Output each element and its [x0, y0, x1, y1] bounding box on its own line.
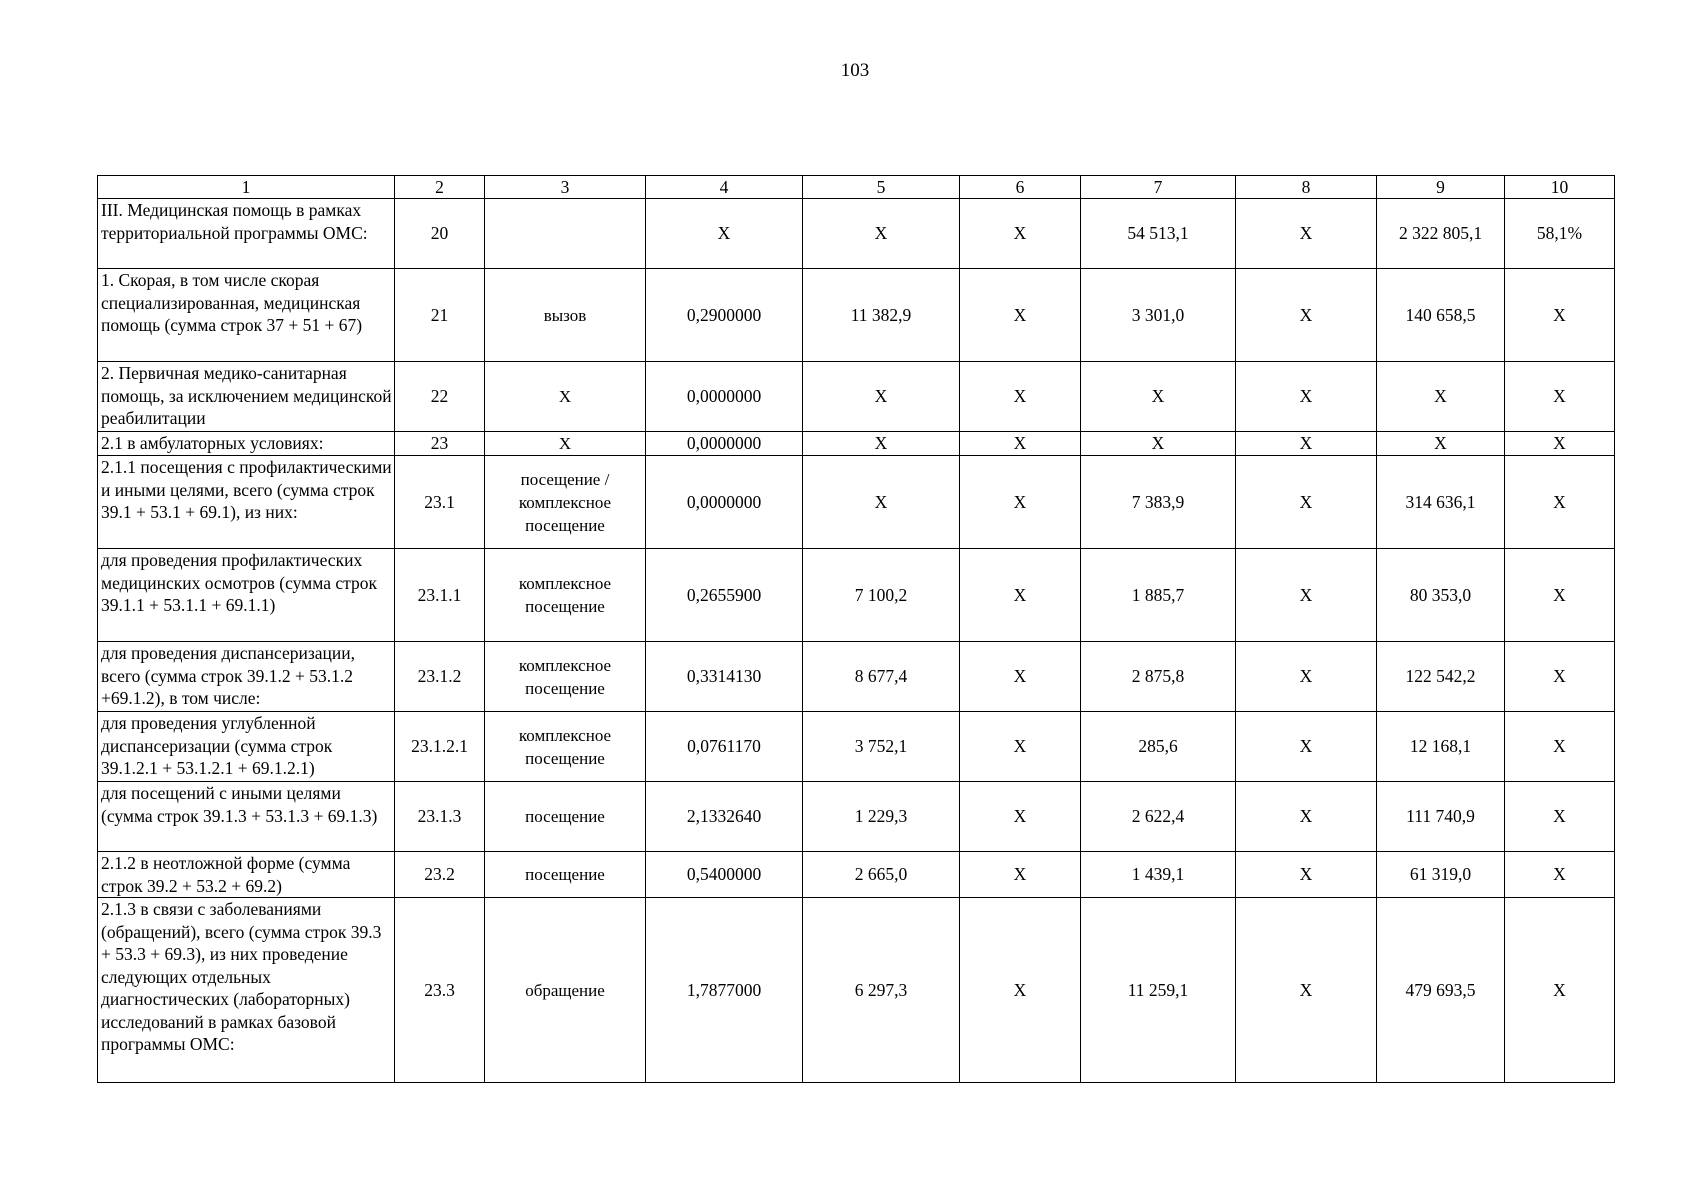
table-cell: 0,0000000 — [646, 362, 803, 432]
table-cell: 12 168,1 — [1377, 712, 1505, 782]
table-cell: обращение — [485, 898, 646, 1083]
table-cell: X — [1081, 432, 1236, 456]
table-cell: 2.1.2 в неотложной форме (сумма строк 39.2 + 53.2 + 69.2) — [98, 852, 395, 898]
table-cell: X — [960, 852, 1081, 898]
table-cell: X — [1505, 898, 1615, 1083]
header-cell: 5 — [803, 176, 960, 199]
table-cell: 0,2655900 — [646, 549, 803, 642]
table-cell: X — [960, 432, 1081, 456]
table-cell: X — [1505, 782, 1615, 852]
table-cell: 23 — [395, 432, 485, 456]
table-cell: X — [1236, 269, 1377, 362]
table-cell: X — [803, 362, 960, 432]
table-row — [98, 456, 1615, 549]
table-cell: 23.1.1 — [395, 549, 485, 642]
table-cell: 0,0761170 — [646, 712, 803, 782]
table-cell: 111 740,9 — [1377, 782, 1505, 852]
table-cell: 1. Скорая, в том числе скорая специализированная, медицинская помощь (сумма строк 37 + 51 + 67) — [98, 269, 395, 362]
table-cell: 23.1 — [395, 456, 485, 549]
table-cell: посещение — [485, 782, 646, 852]
header-row — [98, 176, 1615, 199]
table-cell: X — [1236, 852, 1377, 898]
header-cell: 7 — [1081, 176, 1236, 199]
table-cell: X — [646, 199, 803, 269]
table-cell: 8 677,4 — [803, 642, 960, 712]
table-cell: 7 383,9 — [1081, 456, 1236, 549]
table-cell: X — [1377, 362, 1505, 432]
table-cell: X — [960, 712, 1081, 782]
table-cell: 22 — [395, 362, 485, 432]
table-cell: 2. Первичная медико-санитарная помощь, за исключением медицинской реабилитации — [98, 362, 395, 432]
table-row — [98, 642, 1615, 712]
table-row — [98, 898, 1615, 1083]
table-cell: 61 319,0 — [1377, 852, 1505, 898]
table-cell: X — [485, 432, 646, 456]
table-row — [98, 269, 1615, 362]
table-cell: 20 — [395, 199, 485, 269]
table-cell — [485, 199, 646, 269]
table-cell: X — [960, 642, 1081, 712]
table-cell: X — [1236, 898, 1377, 1083]
header-cell: 8 — [1236, 176, 1377, 199]
data-table — [97, 175, 1615, 1083]
table-cell: 23.2 — [395, 852, 485, 898]
table-cell: X — [803, 456, 960, 549]
table-cell: X — [1505, 362, 1615, 432]
table-cell: X — [1236, 712, 1377, 782]
table-cell: 2 665,0 — [803, 852, 960, 898]
table-cell: X — [1236, 642, 1377, 712]
table-row — [98, 199, 1615, 269]
table-cell: комплексное посещение — [485, 549, 646, 642]
table-cell: 3 752,1 — [803, 712, 960, 782]
table-body — [98, 199, 1615, 1083]
table-cell: 2 622,4 — [1081, 782, 1236, 852]
table-cell: для посещений с иными целями (сумма строк 39.1.3 + 53.1.3 + 69.1.3) — [98, 782, 395, 852]
table-cell: 2.1.1 посещения с профилактическими и иными целями, всего (сумма строк 39.1 + 53.1 + 69.1), из них: — [98, 456, 395, 549]
table-cell: X — [1505, 456, 1615, 549]
table-cell: III. Медицинская помощь в рамках территориальной программы ОМС: — [98, 199, 395, 269]
table-cell: 21 — [395, 269, 485, 362]
table-cell: X — [1236, 199, 1377, 269]
table-cell: комплексное посещение — [485, 712, 646, 782]
table-cell: 1,7877000 — [646, 898, 803, 1083]
table-cell: X — [960, 269, 1081, 362]
header-cell: 10 — [1505, 176, 1615, 199]
table-cell: 0,0000000 — [646, 432, 803, 456]
table-cell: 80 353,0 — [1377, 549, 1505, 642]
table-cell: комплексное посещение — [485, 642, 646, 712]
table-cell: для проведения профилактических медицинских осмотров (сумма строк 39.1.1 + 53.1.1 + 69.1.1) — [98, 549, 395, 642]
table-cell: 23.1.3 — [395, 782, 485, 852]
table-cell: X — [1236, 549, 1377, 642]
table-cell: 11 382,9 — [803, 269, 960, 362]
table-cell: 285,6 — [1081, 712, 1236, 782]
table-cell: 7 100,2 — [803, 549, 960, 642]
table-cell: 314 636,1 — [1377, 456, 1505, 549]
table-cell: X — [1377, 432, 1505, 456]
header-cell: 4 — [646, 176, 803, 199]
table-cell: X — [960, 456, 1081, 549]
table-cell: X — [1505, 642, 1615, 712]
table-cell: 1 229,3 — [803, 782, 960, 852]
table-cell: X — [803, 199, 960, 269]
table-cell: посещение / комплексное посещение — [485, 456, 646, 549]
table-cell: 1 439,1 — [1081, 852, 1236, 898]
table-cell: X — [1505, 432, 1615, 456]
table-cell: X — [1236, 432, 1377, 456]
table-row — [98, 782, 1615, 852]
header-cell: 9 — [1377, 176, 1505, 199]
table-cell: для проведения диспансеризации, всего (сумма строк 39.1.2 + 53.1.2 +69.1.2), в том числе: — [98, 642, 395, 712]
table-row — [98, 549, 1615, 642]
header-cell: 3 — [485, 176, 646, 199]
table-row — [98, 852, 1615, 898]
table-cell: X — [960, 362, 1081, 432]
table-cell: 1 885,7 — [1081, 549, 1236, 642]
table-cell: 23.1.2 — [395, 642, 485, 712]
table-cell: X — [485, 362, 646, 432]
table-cell: X — [960, 549, 1081, 642]
table-cell: для проведения углубленной диспансеризации (сумма строк 39.1.2.1 + 53.1.2.1 + 69.1.2.1) — [98, 712, 395, 782]
table-cell: X — [803, 432, 960, 456]
table-cell: 54 513,1 — [1081, 199, 1236, 269]
table-cell: X — [1505, 269, 1615, 362]
table-cell: 122 542,2 — [1377, 642, 1505, 712]
table-cell: X — [1236, 456, 1377, 549]
table-cell: 2 875,8 — [1081, 642, 1236, 712]
table-cell: 58,1% — [1505, 199, 1615, 269]
table-cell: 3 301,0 — [1081, 269, 1236, 362]
table-row — [98, 712, 1615, 782]
page-number: 103 — [840, 60, 870, 81]
table-cell: 2 322 805,1 — [1377, 199, 1505, 269]
table-cell: 0,5400000 — [646, 852, 803, 898]
table-cell: 0,3314130 — [646, 642, 803, 712]
table-cell: вызов — [485, 269, 646, 362]
table-cell: X — [1505, 712, 1615, 782]
table-row — [98, 362, 1615, 432]
table-cell: 0,0000000 — [646, 456, 803, 549]
table-cell: 2.1 в амбулаторных условиях: — [98, 432, 395, 456]
table-cell: 23.1.2.1 — [395, 712, 485, 782]
table-cell: 479 693,5 — [1377, 898, 1505, 1083]
table-cell: X — [960, 199, 1081, 269]
table-cell: 6 297,3 — [803, 898, 960, 1083]
table-cell: 23.3 — [395, 898, 485, 1083]
table-cell: X — [1081, 362, 1236, 432]
table-cell: 0,2900000 — [646, 269, 803, 362]
table-cell: X — [960, 898, 1081, 1083]
table-cell: X — [1236, 782, 1377, 852]
table-cell: 2,1332640 — [646, 782, 803, 852]
header-cell: 1 — [98, 176, 395, 199]
table-cell: 11 259,1 — [1081, 898, 1236, 1083]
table-cell: X — [1505, 852, 1615, 898]
table-cell: X — [960, 782, 1081, 852]
table-cell: 140 658,5 — [1377, 269, 1505, 362]
table-cell: посещение — [485, 852, 646, 898]
table-cell: X — [1505, 549, 1615, 642]
table-row — [98, 432, 1615, 456]
header-cell: 2 — [395, 176, 485, 199]
header-cell: 6 — [960, 176, 1081, 199]
table-cell: X — [1236, 362, 1377, 432]
table-cell: 2.1.3 в связи с заболеваниями (обращений), всего (сумма строк 39.3 + 53.3 + 69.3), из них проведение следующих отдельных диагностических (лабораторных) исследований в рамках базовой программы ОМС: — [98, 898, 395, 1083]
